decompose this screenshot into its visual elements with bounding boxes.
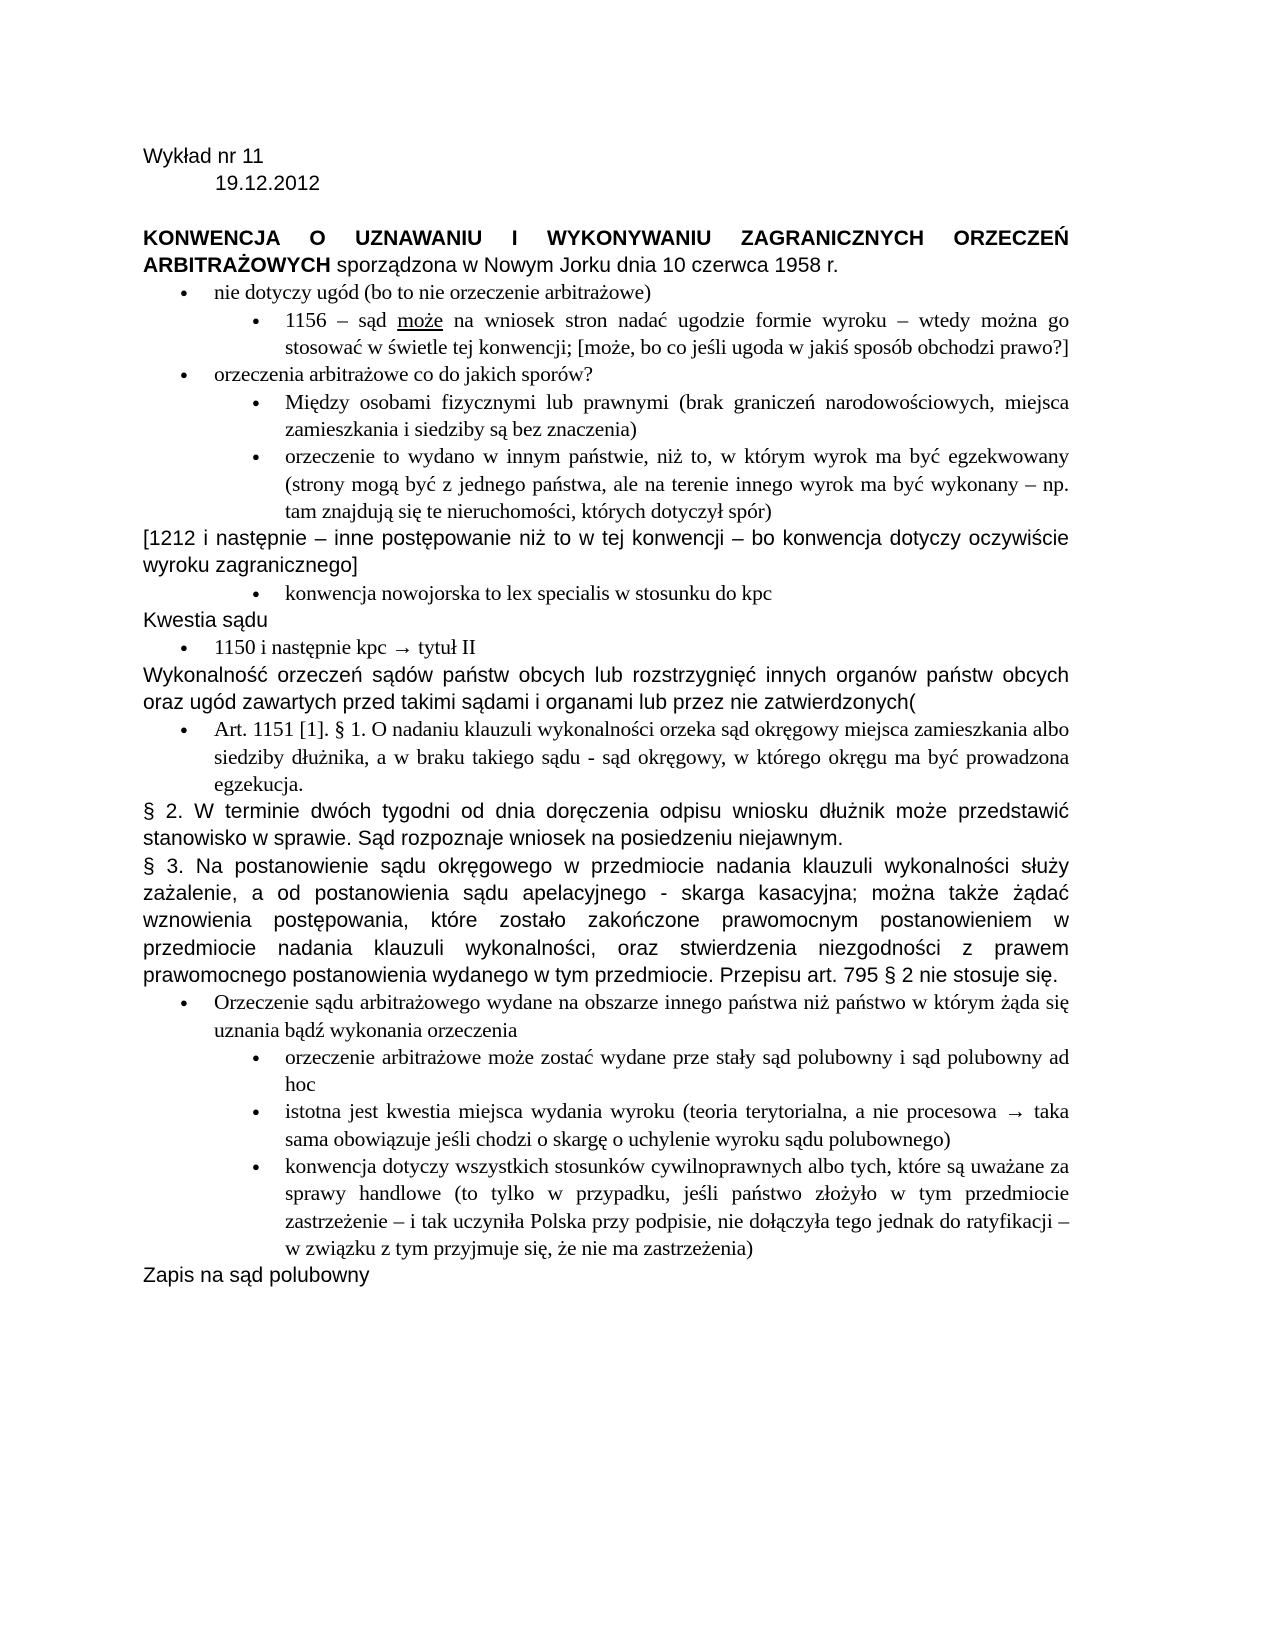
list-item: ● konwencja nowojorska to lex specialis w stosunku do kpc [143, 580, 1069, 607]
heading-rest: sporządzona w Nowym Jorku dnia 10 czerwca 1958 r. [330, 254, 839, 278]
list-item: ● istotna jest kwestia miejsca wydania wyroku (teoria terytorialna, a nie procesowa → taka sama obowiązuje jeśli chodzi o skargę o uchylenie wyroku sądu polubownego) [143, 1098, 1069, 1153]
list-item: ● Art. 1151 [1]. § 1. O nadaniu klauzuli wykonalności orzeka sąd okręgowy miejsca zamieszkania albo siedziby dłużnika, a w braku takiego sądu - sąd okręgowy, w którego okręgu ma być prowadzona egzekucja. [143, 716, 1069, 798]
paragraph: Wykonalność orzeczeń sądów państw obcych lub rozstrzygnięć innych organów państw obcych oraz ugód zawartych przed takimi sądami i organami lub przez nie zatwierdzonych( [143, 663, 1069, 714]
list-item: ● Między osobami fizycznymi lub prawnymi (brak graniczeń narodowościowych, miejsca zamieszkania i siedziby są bez znaczenia) [143, 389, 1069, 444]
list-item: ● nie dotyczy ugód (bo to nie orzeczenie arbitrażowe) [143, 279, 1069, 306]
list-item: ● orzeczenie to wydano w innym państwie, niż to, w którym wyrok ma być egzekwowany (strony mogą być z jednego państwa, ale na terenie innego wyrok ma być wykonany – np. tam znajdują się te nieruchomości, których dotyczył spór) [143, 443, 1069, 525]
lecture-title: Wykład nr 11 [143, 145, 264, 168]
subheading: Zapis na sąd polubowny [143, 1264, 370, 1288]
list-item: ● Orzeczenie sądu arbitrażowego wydane na obszarze innego państwa niż państwo w którym żąda się uznania bądź wykonania orzeczenia [143, 989, 1069, 1044]
underlined-word: może [397, 307, 443, 332]
list-item: ● orzeczenie arbitrażowe może zostać wydane prze stały sąd polubowny i sąd polubowny ad hoc [143, 1044, 1069, 1099]
list-item: ● 1156 – sąd może na wniosek stron nadać ugodzie formie wyroku – wtedy można go stosować w świetle tej konwencji; [może, bo co jeśli ugoda w jakiś sposób obchodzi prawo?] [143, 307, 1069, 362]
heading-bold: KONWENCJA O UZNAWANIU I WYKONYWANIU ZAGRANICZNYCH ORZECZEŃ ARBITRAŻOWYCH [143, 226, 1069, 278]
list-item: ● 1150 i następnie kpc → tytuł II [143, 634, 1069, 661]
paragraph: § 2. W terminie dwóch tygodni od dnia doręczenia odpisu wniosku dłużnik może przedstawić stanowisko w sprawie. Sąd rozpoznaje wniosek na posiedzeniu niejawnym. [143, 800, 1069, 851]
paragraph: § 3. Na postanowienie sądu okręgowego w przedmiocie nadania klauzuli wykonalności służy zażalenie, a od postanowienia sądu apelacyjnego - skarga kasacyjna; można także żądać wznowienia postępowania, które zostało zakończone prawomocnym postanowieniem w przedmiocie nadania klauzuli wykonalności, oraz stwierdzenia niezgodności z prawem prawomocnego postanowienia wydanego w tym przedmiocie. Przepisu art. 795 § 2 nie stosuje się. [143, 854, 1069, 987]
subheading: Kwestia sądu [143, 609, 268, 633]
lecture-date: 19.12.2012 [215, 172, 321, 196]
section-heading [143, 225, 1069, 280]
list-item: ● konwencja dotyczy wszystkich stosunków cywilnoprawnych albo tych, które są uważane za sprawy handlowe (to tylko w przypadku, jeśli państwo złożyło w tym przedmiocie zastrzeżenie – i tak uczyniła Polska przy podpisie, nie dołączyła tego jednak do ratyfikacji – w związku z tym przyjmuje się, że nie ma zastrzeżenia) [143, 1153, 1069, 1262]
paragraph: [1212 i następnie – inne postępowanie niż to w tej konwencji – bo konwencja dotyczy oczywiście wyroku zagranicznego] [143, 527, 1069, 578]
list-item: ● orzeczenia arbitrażowe co do jakich sporów? [143, 361, 1069, 388]
document-page [143, 143, 1069, 1289]
